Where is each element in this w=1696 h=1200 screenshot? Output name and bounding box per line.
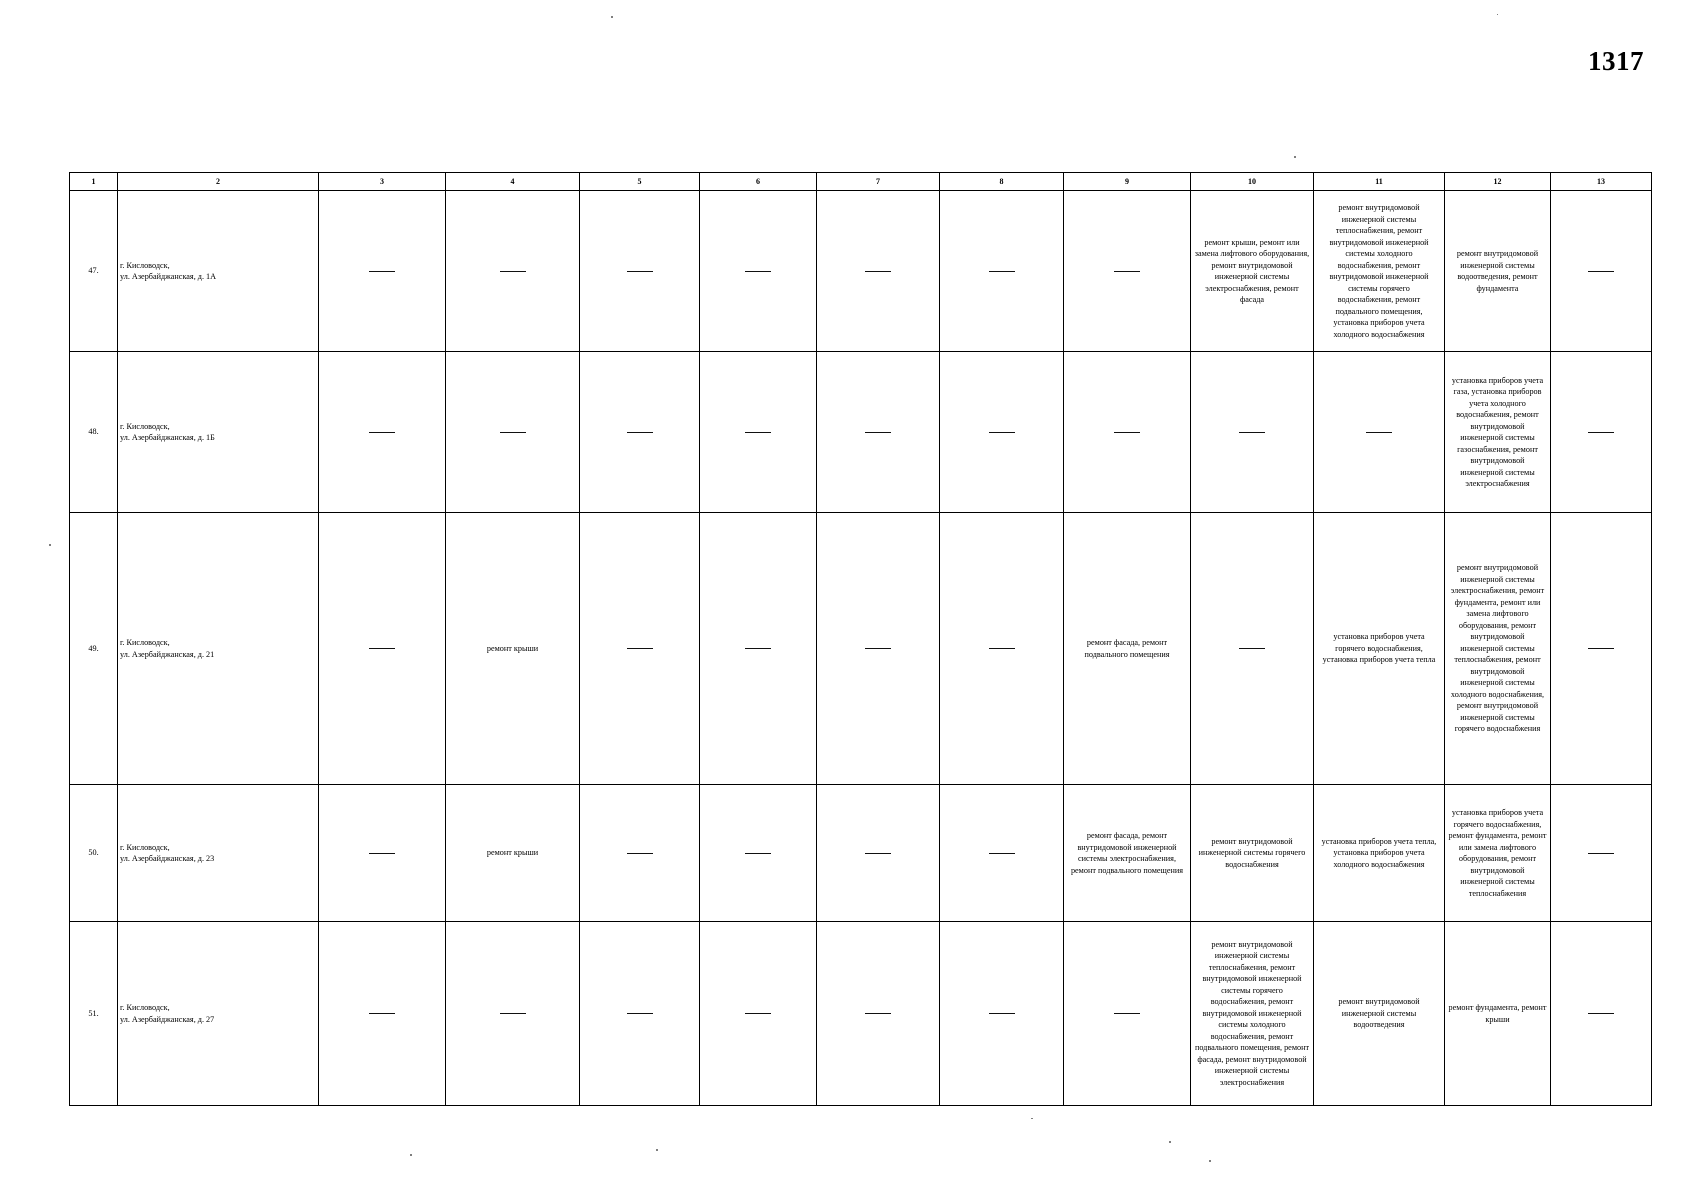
table-row bbox=[70, 191, 1652, 352]
column-number-header: 11 bbox=[1314, 173, 1445, 191]
work-description: установка приборов учета тепла, установка приборов учета холодного водоснабжения bbox=[1321, 836, 1437, 869]
dash-mark bbox=[989, 1013, 1015, 1014]
work-description-cell bbox=[1191, 922, 1314, 1106]
address-line: г. Кисловодск, bbox=[120, 260, 170, 270]
work-description-cell bbox=[1314, 191, 1445, 352]
dash-mark bbox=[627, 1013, 653, 1014]
work-description-cell bbox=[1191, 191, 1314, 352]
column-number-header: 10 bbox=[1191, 173, 1314, 191]
column-number-header: 7 bbox=[817, 173, 940, 191]
header-row bbox=[70, 173, 1652, 191]
dash-mark bbox=[989, 648, 1015, 649]
scan-speck bbox=[1209, 1160, 1211, 1162]
work-description: установка приборов учета горячего водоснабжения, ремонт фундамента, ремонт или замена лифтового оборудования, ремонт внутридомовой инженерной системы теплоснабжения bbox=[1448, 808, 1547, 898]
address-cell bbox=[118, 922, 319, 1106]
table-row bbox=[70, 785, 1652, 922]
row-number: 51. bbox=[70, 922, 118, 1106]
empty-cell bbox=[580, 785, 700, 922]
empty-cell bbox=[1191, 513, 1314, 785]
address-cell bbox=[118, 352, 319, 513]
empty-cell bbox=[446, 922, 580, 1106]
address-line: г. Кисловодск, bbox=[120, 638, 170, 647]
works-table bbox=[69, 172, 1652, 1106]
work-description: ремонт крыши, ремонт или замена лифтового оборудования, ремонт внутридомовой инженерной системы электроснабжения, ремонт фасада bbox=[1194, 237, 1310, 304]
dash-mark bbox=[1114, 271, 1140, 272]
work-description-cell bbox=[1314, 513, 1445, 785]
dash-mark bbox=[989, 853, 1015, 854]
work-description-cell bbox=[1445, 352, 1551, 513]
work-description-cell bbox=[1064, 785, 1191, 922]
dash-mark bbox=[745, 648, 771, 649]
scan-speck bbox=[1294, 156, 1296, 158]
work-description: ремонт внутридомовой инженерной системы горячего водоснабжения bbox=[1198, 836, 1306, 869]
work-description-cell bbox=[446, 785, 580, 922]
dash-mark bbox=[865, 432, 891, 433]
column-number-header: 3 bbox=[319, 173, 446, 191]
address-cell bbox=[118, 785, 319, 922]
scan-speck bbox=[656, 1149, 658, 1151]
column-number-header: 6 bbox=[700, 173, 817, 191]
work-description: установка приборов учета газа, установка приборов учета холодного водоснабжения, ремонт внутридомовой инженерной системы газоснабжения, ремонт внутридомовой инженерной системы электроснабжения bbox=[1451, 375, 1544, 488]
empty-cell bbox=[700, 513, 817, 785]
work-description: ремонт крыши bbox=[486, 643, 539, 653]
row-number: 48. bbox=[70, 352, 118, 513]
dash-mark bbox=[745, 853, 771, 854]
work-description: ремонт крыши bbox=[486, 848, 539, 858]
empty-cell bbox=[580, 513, 700, 785]
dash-mark bbox=[1366, 432, 1392, 433]
work-description: ремонт фундамента, ремонт крыши bbox=[1448, 1003, 1547, 1024]
empty-cell bbox=[319, 785, 446, 922]
dash-mark bbox=[1239, 432, 1265, 433]
scan-speck bbox=[49, 544, 51, 546]
work-description: ремонт внутридомовой инженерной системы теплоснабжения, ремонт внутридомовой инженерной системы горячего водоснабжения, ремонт внутридомовой инженерной системы холодного водоснабжения, ремонт подвального помещения, ремонт фасада, ремонт внутридомовой инженерной системы электроснабжения bbox=[1194, 939, 1310, 1087]
row-number: 49. bbox=[70, 513, 118, 785]
scan-speck bbox=[1031, 1118, 1033, 1119]
dash-mark bbox=[865, 1013, 891, 1014]
dash-mark bbox=[500, 1013, 526, 1014]
work-description: ремонт внутридомовой инженерной системы теплоснабжения, ремонт внутридомовой инженерной системы холодного водоснабжения, ремонт внутридомовой инженерной системы горячего водоснабжения, ремонт подвального помещения, установка приборов учета холодного водоснабжения bbox=[1329, 203, 1429, 339]
address-line: ул. Азербайджанская, д. 1А bbox=[120, 272, 217, 281]
empty-cell bbox=[319, 191, 446, 352]
dash-mark bbox=[369, 1013, 395, 1014]
dash-mark bbox=[1588, 432, 1614, 433]
address-line: ул. Азербайджанская, д. 1Б bbox=[120, 433, 215, 442]
empty-cell bbox=[580, 191, 700, 352]
dash-mark bbox=[500, 432, 526, 433]
column-number-header: 1 bbox=[70, 173, 118, 191]
dash-mark bbox=[1114, 432, 1140, 433]
empty-cell bbox=[1064, 922, 1191, 1106]
dash-mark bbox=[745, 432, 771, 433]
page-number: 1317 bbox=[1588, 46, 1644, 76]
column-number-header: 4 bbox=[446, 173, 580, 191]
empty-cell bbox=[700, 922, 817, 1106]
work-description-cell bbox=[1445, 922, 1551, 1106]
empty-cell bbox=[700, 785, 817, 922]
column-number-header: 8 bbox=[940, 173, 1064, 191]
column-number-header: 5 bbox=[580, 173, 700, 191]
dash-mark bbox=[989, 271, 1015, 272]
dash-mark bbox=[989, 432, 1015, 433]
work-description-cell bbox=[1445, 513, 1551, 785]
empty-cell bbox=[1064, 191, 1191, 352]
work-description-cell bbox=[446, 513, 580, 785]
empty-cell bbox=[1191, 352, 1314, 513]
work-description-cell bbox=[1314, 785, 1445, 922]
work-description-cell bbox=[1314, 922, 1445, 1106]
column-number-header: 9 bbox=[1064, 173, 1191, 191]
address-line: ул. Азербайджанская, д. 21 bbox=[120, 649, 215, 659]
empty-cell bbox=[1551, 513, 1652, 785]
dash-mark bbox=[745, 1013, 771, 1014]
empty-cell bbox=[940, 785, 1064, 922]
empty-cell bbox=[1551, 191, 1652, 352]
dash-mark bbox=[1588, 1013, 1614, 1014]
row-number: 50. bbox=[70, 785, 118, 922]
empty-cell bbox=[580, 352, 700, 513]
scan-speck bbox=[611, 16, 613, 18]
work-description-cell bbox=[1445, 191, 1551, 352]
empty-cell bbox=[700, 352, 817, 513]
empty-cell bbox=[1064, 352, 1191, 513]
address-line: г. Кисловодск, bbox=[120, 421, 170, 431]
dash-mark bbox=[1588, 648, 1614, 649]
work-description: установка приборов учета горячего водоснабжения, установка приборов учета тепла bbox=[1322, 632, 1436, 665]
address-line: г. Кисловодск, bbox=[120, 1003, 170, 1012]
dash-mark bbox=[369, 432, 395, 433]
address-cell bbox=[118, 191, 319, 352]
empty-cell bbox=[817, 513, 940, 785]
work-description: ремонт фасада, ремонт подвального помещения bbox=[1084, 638, 1170, 659]
empty-cell bbox=[1314, 352, 1445, 513]
empty-cell bbox=[940, 922, 1064, 1106]
address-line: г. Кисловодск, bbox=[120, 842, 170, 852]
dash-mark bbox=[627, 432, 653, 433]
empty-cell bbox=[940, 352, 1064, 513]
column-number-header: 12 bbox=[1445, 173, 1551, 191]
work-description: ремонт внутридомовой инженерной системы водоотведения bbox=[1338, 997, 1420, 1030]
row-number: 47. bbox=[70, 191, 118, 352]
dash-mark bbox=[500, 271, 526, 272]
empty-cell bbox=[319, 352, 446, 513]
empty-cell bbox=[319, 922, 446, 1106]
column-number-header: 13 bbox=[1551, 173, 1652, 191]
empty-cell bbox=[817, 922, 940, 1106]
dash-mark bbox=[1239, 648, 1265, 649]
address-cell bbox=[118, 513, 319, 785]
dash-mark bbox=[369, 271, 395, 272]
empty-cell bbox=[319, 513, 446, 785]
empty-cell bbox=[1551, 785, 1652, 922]
dash-mark bbox=[865, 853, 891, 854]
work-description-cell bbox=[1445, 785, 1551, 922]
dash-mark bbox=[865, 271, 891, 272]
work-description: ремонт внутридомовой инженерной системы водоотведения, ремонт фундамента bbox=[1456, 249, 1539, 293]
column-number-header: 2 bbox=[118, 173, 319, 191]
work-description-cell bbox=[1064, 513, 1191, 785]
empty-cell bbox=[940, 513, 1064, 785]
scan-speck bbox=[1169, 1141, 1171, 1143]
empty-cell bbox=[446, 191, 580, 352]
dash-mark bbox=[369, 648, 395, 649]
dash-mark bbox=[1588, 853, 1614, 854]
empty-cell bbox=[1551, 352, 1652, 513]
dash-mark bbox=[627, 853, 653, 854]
dash-mark bbox=[745, 271, 771, 272]
table-row bbox=[70, 352, 1652, 513]
empty-cell bbox=[1551, 922, 1652, 1106]
dash-mark bbox=[1588, 271, 1614, 272]
dash-mark bbox=[369, 853, 395, 854]
work-description-cell bbox=[1191, 785, 1314, 922]
dash-mark bbox=[627, 271, 653, 272]
empty-cell bbox=[580, 922, 700, 1106]
empty-cell bbox=[940, 191, 1064, 352]
address-line: ул. Азербайджанская, д. 23 bbox=[120, 854, 215, 863]
dash-mark bbox=[865, 648, 891, 649]
dash-mark bbox=[1114, 1013, 1140, 1014]
table-row bbox=[70, 922, 1652, 1106]
empty-cell bbox=[446, 352, 580, 513]
empty-cell bbox=[817, 785, 940, 922]
empty-cell bbox=[817, 352, 940, 513]
address-line: ул. Азербайджанская, д. 27 bbox=[120, 1014, 215, 1024]
table-row bbox=[70, 513, 1652, 785]
work-description: ремонт фасада, ремонт внутридомовой инженерной системы электроснабжения, ремонт подвального помещения bbox=[1070, 831, 1184, 875]
empty-cell bbox=[817, 191, 940, 352]
empty-cell bbox=[700, 191, 817, 352]
dash-mark bbox=[627, 648, 653, 649]
work-description: ремонт внутридомовой инженерной системы электроснабжения, ремонт фундамента, ремонт или замена лифтового оборудования, ремонт внутридомовой инженерной системы теплоснабжения, ремонт внутридомовой инженерной системы холодного водоснабжения, ремонт внутридомовой инженерной системы горячего водоснабжения bbox=[1450, 563, 1545, 734]
scan-speck bbox=[410, 1154, 412, 1156]
scan-speck bbox=[1497, 14, 1498, 15]
